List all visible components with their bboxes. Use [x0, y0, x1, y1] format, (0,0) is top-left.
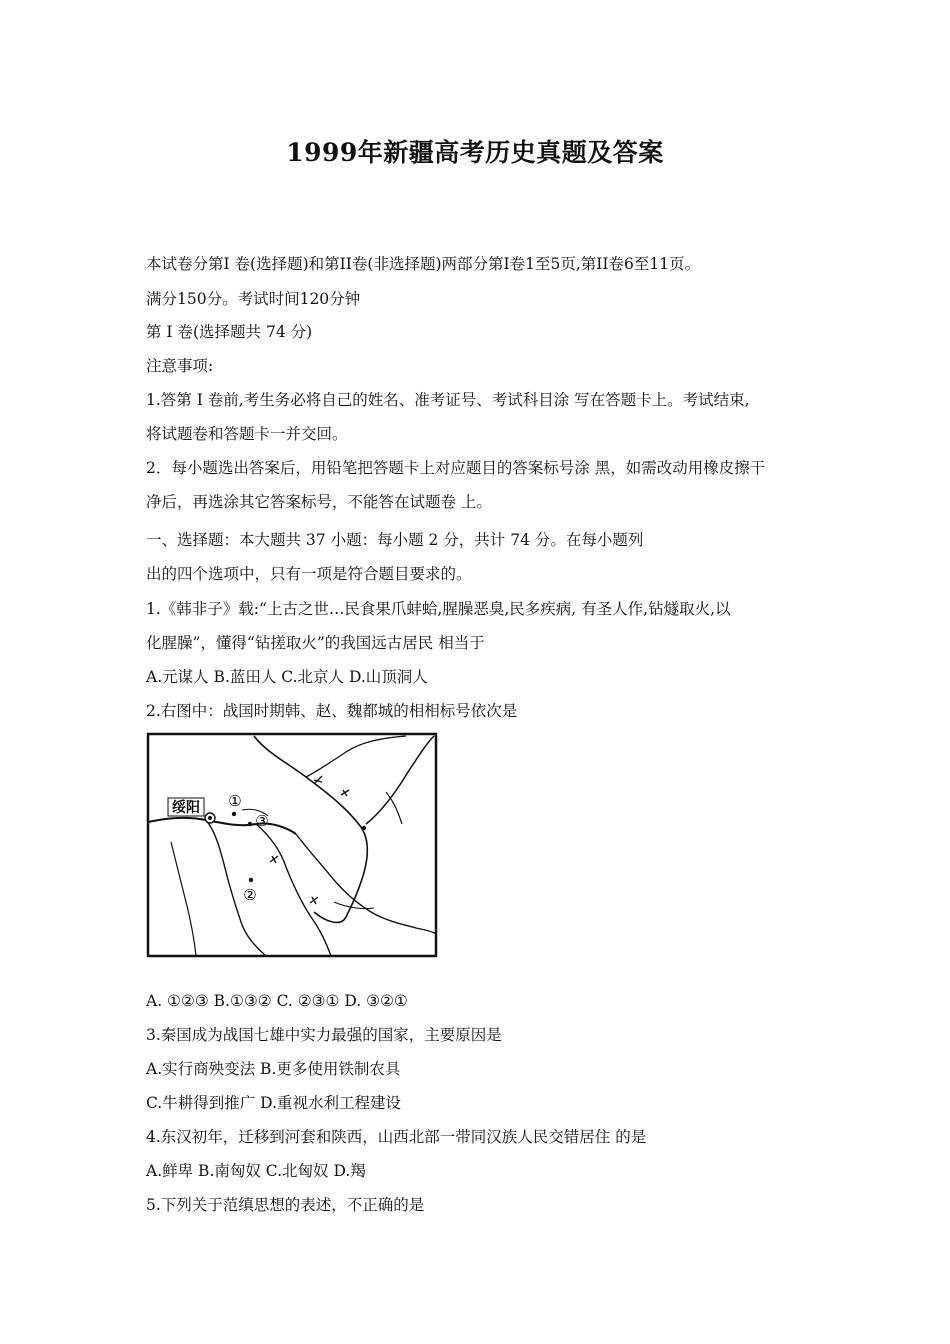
question-2-options: A. ①②③ B.①③② C. ②③① D. ③②①: [146, 992, 408, 1010]
text-line: 第 Ⅰ 卷(选择题共 74 分): [146, 323, 313, 341]
text-line: 注意事项:: [146, 357, 214, 375]
map-city-label: 绥阳: [172, 800, 200, 816]
question-5: 5.下列关于范缜思想的表述，不正确的是: [146, 1196, 425, 1214]
text-line: 1.答第 Ⅰ 卷前,考生务必将自己的姓名、准考证号、考试科目涂 写在答题卡上。考试结束,: [146, 391, 750, 409]
text-line: 净后，再选涂其它答案标号，不能答在试题卷 上。: [146, 493, 492, 511]
text-line: 本试卷分第Ⅰ 卷(选择题)和第II卷(非选择题)两部分第Ⅰ卷1至5页,第II卷6至11页。: [146, 255, 701, 273]
question-4: 4.东汉初年，迁移到河套和陕西，山西北部一带同汉族人民交错居住 的是: [146, 1128, 647, 1146]
question-2: 2.右图中：战国时期韩、赵、魏都城的相相标号依次是: [146, 702, 518, 720]
text-line: 化腥臊”，懂得“钻搓取火”的我国远古居民 相当于: [146, 634, 485, 652]
question-1-options: A.元谋人 B.蓝田人 C.北京人 D.山顶洞人: [146, 668, 428, 686]
question-3-options-b: C.牛耕得到推广 D.重视水利工程建设: [146, 1094, 401, 1112]
map-marker-2: ②: [243, 886, 257, 904]
text-line: 出的四个选项中，只有一项是符合题目要求的。: [146, 565, 472, 583]
warring-states-map: [146, 732, 438, 958]
map-marker-1: ①: [228, 792, 242, 810]
text-line: 2．每小题选出答案后，用铅笔把答题卡上对应题目的答案标号涂 黑，如需改动用橡皮擦干: [146, 459, 766, 477]
map-marker-3-upper: ③: [255, 812, 269, 830]
question-3-options-a: A.实行商殃变法 B.更多使用铁制农具: [146, 1060, 401, 1078]
text-line: 满分150分。考试时间120分钟: [146, 290, 361, 308]
document-title: 1999年新疆高考历史真题及答案: [286, 138, 664, 167]
question-4-options: A.鲜卑 B.南匈奴 C.北匈奴 D.羯: [146, 1162, 366, 1180]
text-line: 将试题卷和答题卡一并交回。: [146, 425, 348, 443]
question-3: 3.秦国成为战国七雄中实力最强的国家，主要原因是: [146, 1026, 502, 1044]
question-1: 1.《韩非子》载:“上古之世…民食果爪蚌蛤,腥臊恶臭,民多疾病, 有圣人作,钻燧取火,以: [146, 600, 731, 618]
text-line: 一、选择题：本大题共 37 小题：每小题 2 分，共计 74 分。在每小题列: [146, 531, 644, 549]
